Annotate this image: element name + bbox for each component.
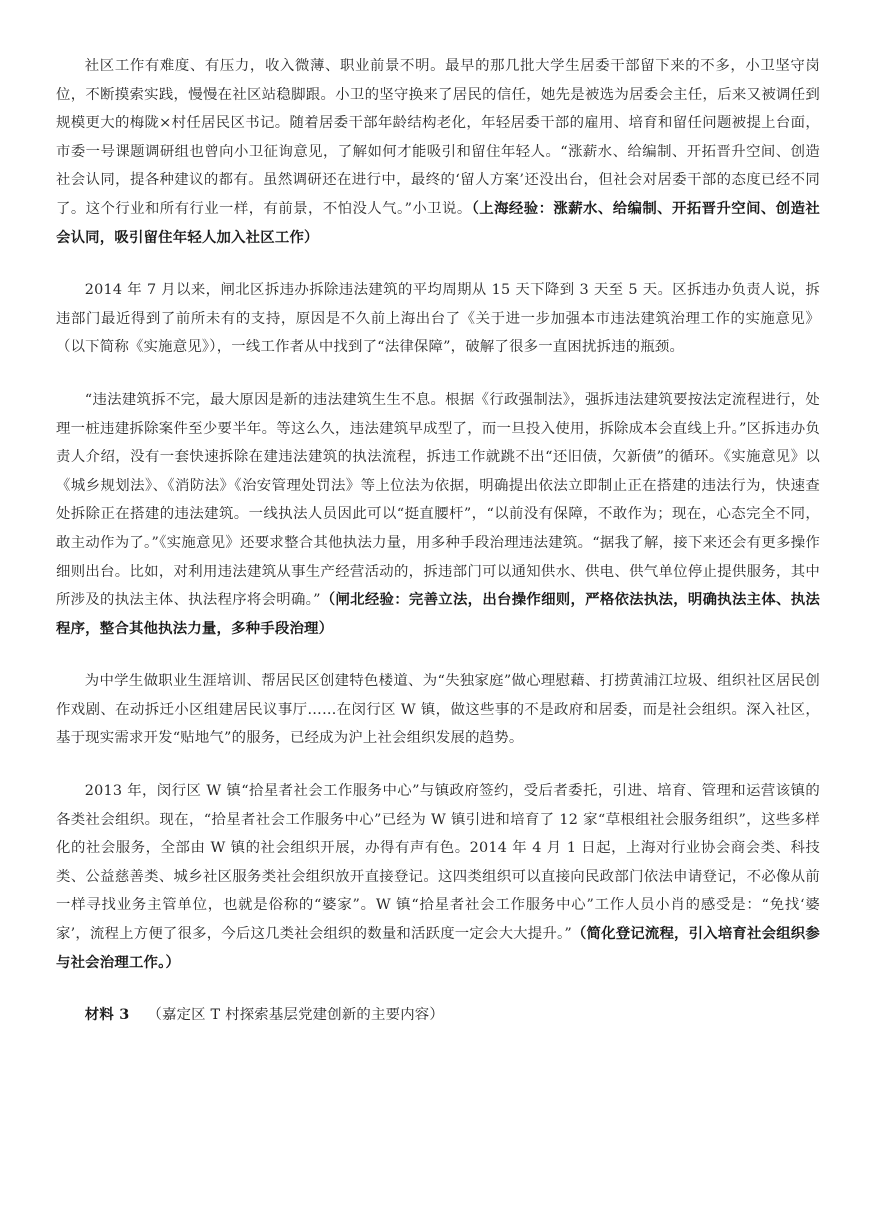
material-description: （嘉定区 T 村探索基层党建创新的主要内容）	[147, 1007, 444, 1024]
paragraph-minhang-intro	[56, 667, 820, 753]
paragraph-shanghai-experience	[56, 52, 820, 252]
paragraph-bold-summary: （闸北经验：完善立法，出台操作细则，严格依法执法，明确执法主体、执法程序，整合其他执法力量，多种手段治理）	[56, 591, 820, 637]
paragraph-bold-summary: （简化登记流程，引入培育社会组织参与社会治理工作。）	[56, 925, 820, 971]
paragraph-text: 为中学生做职业生涯培训、帮居民区创建特色楼道、为“失独家庭”做心理慰藉、打捞黄浦江垃圾、组织社区居民创作戏剧、在动拆迁小区组建居民议事厅……在闵行区 W 镇，做这些事的不是政府和居委，而是社会组织。深入社区，基于现实需求开发“贴地气”的服务，已经成为沪上社会组织发展的趋势。	[56, 673, 820, 747]
paragraph-minhang-experience	[56, 777, 820, 977]
paragraph-bold-summary: （上海经验：涨薪水、给编制、开拓晋升空间、创造社会认同，吸引留住年轻人加入社区工作）	[56, 199, 820, 246]
paragraph-zhabei-intro	[56, 276, 820, 362]
material-heading	[56, 1001, 820, 1030]
paragraph-zhabei-experience	[56, 386, 820, 643]
paragraph-text: 社区工作有难度、有压力，收入微薄、职业前景不明。最早的那几批大学生居委干部留下来的不多，小卫坚守岗位，不断摸索实践，慢慢在社区站稳脚跟。小卫的坚守换来了居民的信任，她先是被选为居委会主任，后来又被调任到规模更大的梅陇×村任居民区书记。随着居委干部年龄结构老化，年轻居委干部的雇用、培育和留任问题被提上台面，市委一号课题调研组也曾向小卫征询意见，了解如何才能吸引和留住年轻人。“涨薪水、给编制、开拓晋升空间、创造社会认同，提各种建议的都有。虽然调研还在进行中，最终的‘留人方案’还没出台，但社会对居委干部的态度已经不同了。这个行业和所有行业一样，有前景，不怕没人气。”小卫说。	[56, 58, 820, 217]
paragraph-text: 2013 年，闵行区 W 镇“拾星者社会工作服务中心”与镇政府签约，受后者委托，引进、培育、管理和运营该镇的各类社会组织。现在，“拾星者社会工作服务中心”已经为 W 镇引进和培育了 12 家“草根组社会服务组织”，这些多样化的社会服务，全部由 W 镇的社会组织开展，办得有声有色。2014 年 4 月 1 日起，上海对行业协会商会类、科技类、公益慈善类、城乡社区服务类社会组织放开直接登记。这四类组织可以直接向民政部门依法申请登记，不必像从前一样寻找业务主管单位，也就是俗称的“婆家”。W 镇“拾星者社会工作服务中心”工作人员小肖的感受是：“免找‘婆家’，流程上方便了很多，今后这几类社会组织的数量和活跃度一定会大大提升。”	[56, 783, 820, 943]
paragraph-text: 2014 年 7 月以来，闸北区拆违办拆除违法建筑的平均周期从 15 天下降到 3 天至 5 天。区拆违办负责人说，拆违部门最近得到了前所未有的支持，原因是不久前上海出台了《关于进一步加强本市违法建筑治理工作的实施意见》（以下简称《实施意见》），一线工作者从中找到了“法律保障”，破解了很多一直困扰拆违的瓶颈。	[56, 282, 820, 356]
document-page	[56, 52, 820, 1030]
paragraph-text: “违法建筑拆不完，最大原因是新的违法建筑生生不息。根据《行政强制法》，强拆违法建筑要按法定流程进行，处理一桩违建拆除案件至少要半年。等这么久，违法建筑早成型了，而一旦投入使用，拆除成本会直线上升。”区拆违办负责人介绍，没有一套快速拆除在建违法建筑的执法流程，拆违工作就跳不出“还旧债，欠新债”的循环。《实施意见》以《城乡规划法》、《消防法》《治安管理处罚法》等上位法为依据，明确提出依法立即制止正在搭建的违法行为，快速查处拆除正在搭建的违法建筑。一线执法人员因此可以“挺直腰杆”，“以前没有保障，不敢作为；现在，心态完全不同，敢主动作为了。”《实施意见》还要求整合其他执法力量，用多种手段治理违法建筑。“据我了解，接下来还会有更多操作细则出台。比如，对利用违法建筑从事生产经营活动的，拆违部门可以通知供水、供电、供气单位停止提供服务，其中所涉及的执法主体、执法程序将会明确。”	[56, 391, 820, 609]
material-label: 材料 3	[84, 1006, 130, 1024]
